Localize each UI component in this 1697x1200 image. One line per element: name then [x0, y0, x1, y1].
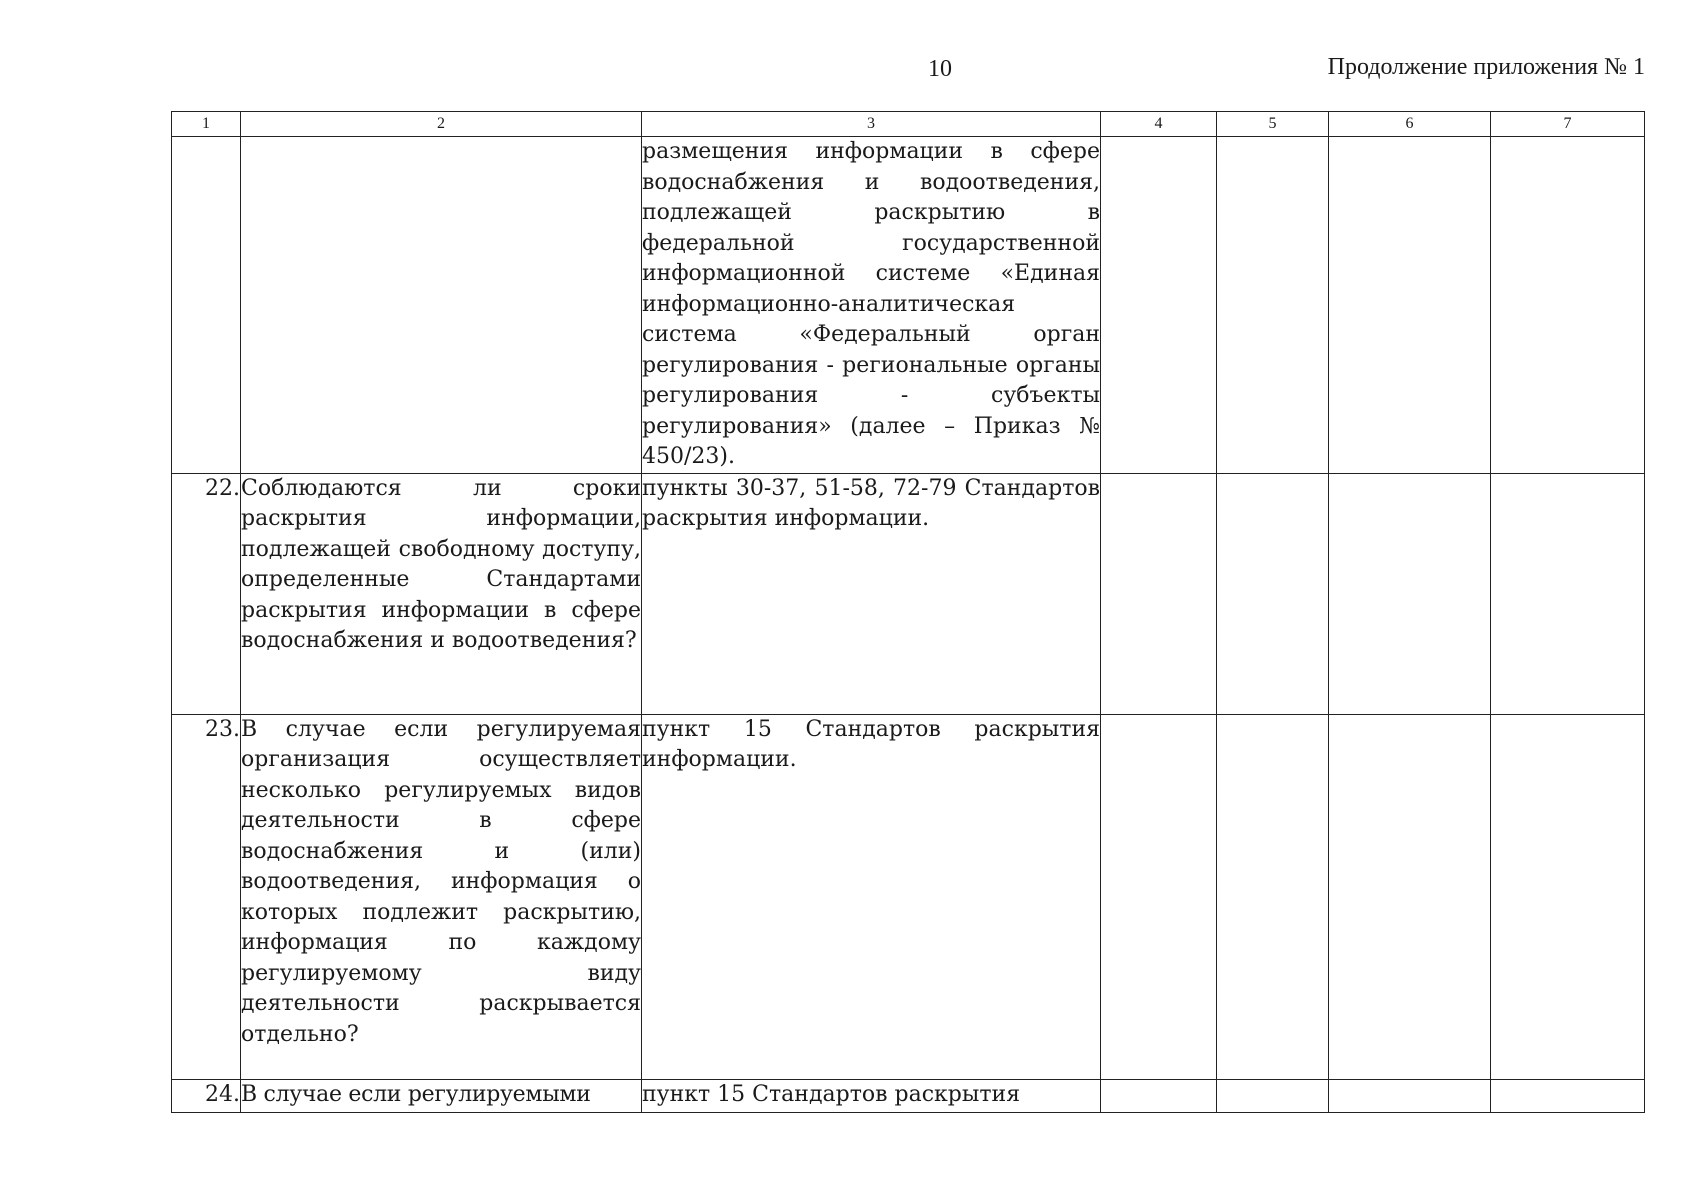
question-cell: В случае если регулируемая организация осуществляет несколько регулируемых видов деятельности в сфере водоснабжения и (или) водоотведения, информация о которых подлежит раскрытию, информация по каждому регулируемому виду деятельности раскрывается отдельно? — [241, 714, 642, 1079]
cell-col-4 — [1101, 1079, 1217, 1112]
cell-col-6 — [1329, 714, 1491, 1079]
column-header-7: 7 — [1491, 112, 1645, 137]
cell-col-7 — [1491, 137, 1645, 474]
table-row-24 — [172, 1079, 1645, 1112]
column-number-row — [172, 112, 1645, 137]
table-row-continued — [172, 137, 1645, 474]
cell-col-7 — [1491, 714, 1645, 1079]
row-number: 22. — [172, 473, 241, 714]
cell-col-4 — [1101, 473, 1217, 714]
cell-col-7 — [1491, 1079, 1645, 1112]
cell-col-5 — [1217, 1079, 1329, 1112]
appendix-continuation-label: Продолжение приложения № 1 — [1327, 54, 1645, 80]
cell-col-5 — [1217, 137, 1329, 474]
row-number: 23. — [172, 714, 241, 1079]
cell-col-6 — [1329, 137, 1491, 474]
cell-col-6 — [1329, 1079, 1491, 1112]
table-row-22 — [172, 473, 1645, 714]
table-row-23 — [172, 714, 1645, 1079]
column-header-2: 2 — [241, 112, 642, 137]
cell-col-4 — [1101, 137, 1217, 474]
column-header-5: 5 — [1217, 112, 1329, 137]
question-cell: В случае если регулируемыми — [241, 1079, 642, 1112]
reference-cell: пункты 30-37, 51-58, 72-79 Стандартов раскрытия информации. — [642, 473, 1101, 714]
cell-col-6 — [1329, 473, 1491, 714]
page-number: 10 — [928, 56, 952, 82]
checklist-table — [171, 111, 1645, 1113]
column-header-3: 3 — [642, 112, 1101, 137]
cell-col-5 — [1217, 714, 1329, 1079]
question-cell — [241, 137, 642, 474]
reference-cell: пункт 15 Стандартов раскрытия — [642, 1079, 1101, 1112]
question-cell: Соблюдаются ли сроки раскрытия информации, подлежащей свободному доступу, определенные Стандартами раскрытия информации в сфере водоснабжения и водоотведения? — [241, 473, 642, 714]
column-header-1: 1 — [172, 112, 241, 137]
column-header-4: 4 — [1101, 112, 1217, 137]
column-header-6: 6 — [1329, 112, 1491, 137]
row-number: 24. — [172, 1079, 241, 1112]
row-number — [172, 137, 241, 474]
cell-col-5 — [1217, 473, 1329, 714]
reference-cell: пункт 15 Стандартов раскрытия информации. — [642, 714, 1101, 1079]
reference-cell: размещения информации в сфере водоснабжения и водоотведения, подлежащей раскрытию в федеральной государственной информационной системе «Единая информационно-аналитическая система «Федеральный орган регулирования - региональные органы регулирования - субъекты регулирования» (далее – Приказ № 450/23). — [642, 137, 1101, 474]
cell-col-4 — [1101, 714, 1217, 1079]
cell-col-7 — [1491, 473, 1645, 714]
